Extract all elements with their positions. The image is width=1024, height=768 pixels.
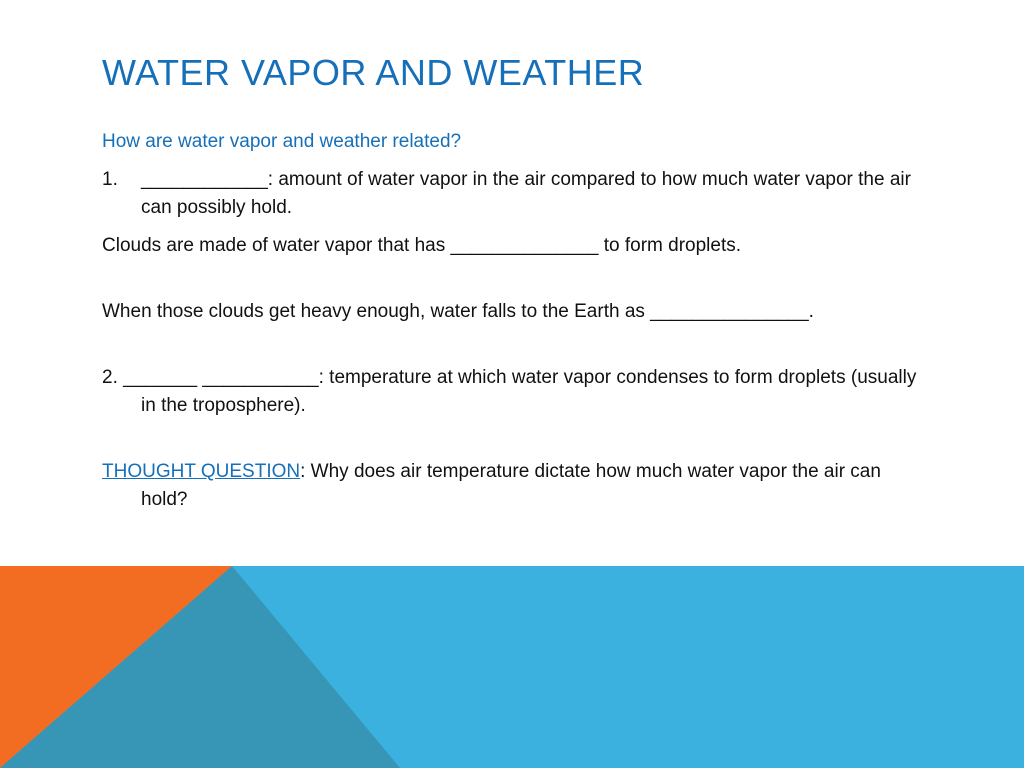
slide-body [102, 128, 932, 514]
list-item-1-number: 1. [102, 169, 118, 190]
list-item-1 [102, 166, 932, 222]
thought-question [102, 458, 932, 514]
list-item-1-text: ____________: amount of water vapor in the air compared to how much water vapor the air can possibly hold. [141, 169, 911, 218]
thought-question-link[interactable]: THOUGHT QUESTION [102, 461, 301, 482]
thought-question-text: : Why does air temperature dictate how much water vapor the air can hold? [141, 461, 881, 510]
list-item-2: 2. _______ ___________: temperature at which water vapor condenses to form droplets (usually in the troposphere). [102, 367, 917, 416]
subtitle: How are water vapor and weather related? [102, 131, 462, 152]
slide-title: WATER VAPOR AND WEATHER [102, 52, 645, 93]
clouds-text: Clouds are made of water vapor that has ______________ to form droplets. [102, 235, 742, 256]
precipitation-text: When those clouds get heavy enough, water falls to the Earth as _______________. [102, 301, 814, 322]
footer-decoration [0, 566, 1024, 768]
